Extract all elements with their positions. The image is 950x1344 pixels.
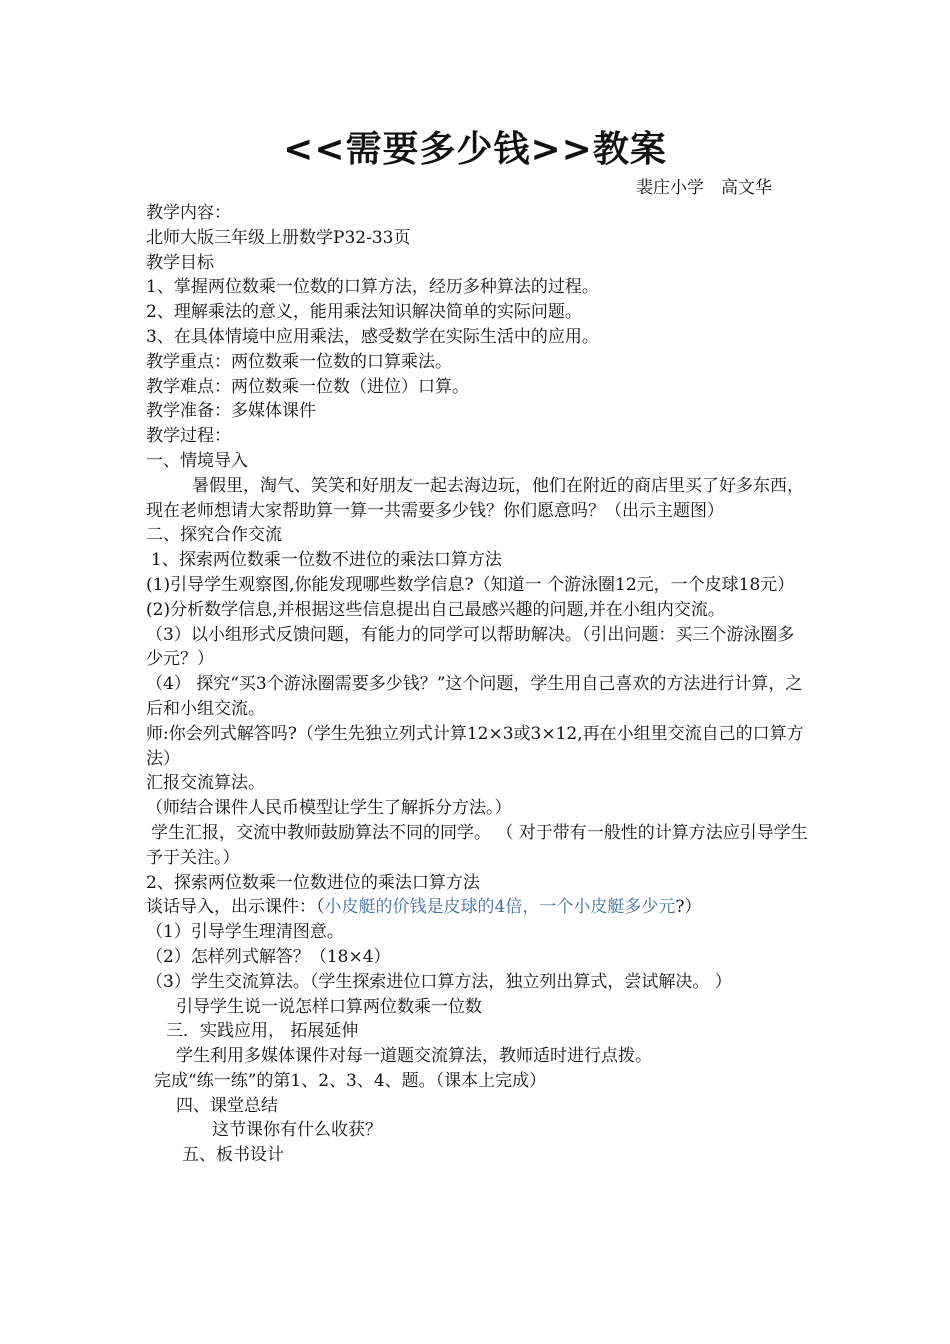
highlighted-question: 小皮艇的价钱是皮球的4倍，一个小皮艇多少元 bbox=[324, 897, 676, 918]
teacher-question: 师:你会列式解答吗?（学生先独立列式计算12×3或3×12,再在小组里交流自己的口算方法） bbox=[146, 723, 804, 769]
courseware-intro-end: ?） bbox=[675, 897, 702, 918]
report-line: 汇报交流算法。 bbox=[146, 773, 265, 794]
sub-step-3: （3）以小组形式反馈问题，有能力的同学可以帮助解决。（引出问题：买三个游泳圈多少元？） bbox=[146, 624, 795, 670]
lesson-plan-body bbox=[146, 201, 811, 1168]
section-heading-content: 教学内容： bbox=[146, 203, 231, 223]
goal-item-2: 2、理解乘法的意义，能用乘法知识解决简单的实际问题。 bbox=[146, 302, 582, 323]
sub-step-2: (2)分析数学信息,并根据这些信息提出自己最感兴趣的问题,并在小组内交流。 bbox=[146, 599, 725, 620]
goal-item-1: 1、掌握两位数乘一位数的口算方法，经历多种算法的过程。 bbox=[146, 277, 599, 298]
summary-question: 这节课你有什么收获？ bbox=[212, 1120, 382, 1141]
step-heading-4: 四、课堂总结 bbox=[176, 1095, 278, 1116]
difficult-point: 教学难点：两位数乘一位数（进位）口算。 bbox=[146, 376, 469, 397]
sub-step-1: (1)引导学生观察图,你能发现哪些数学信息?（知道一 个游泳圈12元，一个皮球18元） bbox=[146, 574, 795, 595]
step-heading-3: 三．实践应用， 拓展延伸 bbox=[166, 1021, 359, 1042]
carry-step-3: （3）学生交流算法。（学生探索进位口算方法，独立列出算式，尝试解决。 ） bbox=[146, 971, 732, 992]
document-title: <<需要多少钱>>教案 bbox=[283, 129, 667, 170]
goal-item-3: 3、在具体情境中应用乘法，感受数学在实际生活中的应用。 bbox=[146, 326, 599, 347]
scenario-paragraph: 暑假里，淘气、笑笑和好朋友一起去海边玩，他们在附近的商店里买了好多东西，现在老师想请大家帮助算一算一共需要多少钱？你们愿意吗？（出示主题图） bbox=[146, 475, 804, 521]
step-heading-5: 五、板书设计 bbox=[182, 1145, 284, 1166]
section-heading-process: 教学过程： bbox=[146, 426, 231, 447]
teacher-note: （师结合课件人民币模型让学生了解拆分方法。） bbox=[146, 798, 512, 819]
exercise-line: 完成“练一练”的第1、2、3、4、题。（课本上完成） bbox=[154, 1070, 547, 1091]
author-line: 裴庄小学 高文华 bbox=[636, 178, 772, 198]
carry-step-2: （2）怎样列式解答？（18×4） bbox=[146, 946, 391, 967]
practice-line: 学生利用多媒体课件对每一道题交流算法，教师适时进行点拨。 bbox=[176, 1046, 652, 1067]
step-heading-1: 一、情境导入 bbox=[146, 450, 248, 471]
sub-step-4: （4） 探究“买3个游泳圈需要多少钱？”这个问题，学生用自己喜欢的方法进行计算，之后和小组交流。 bbox=[146, 674, 803, 719]
courseware-intro bbox=[146, 895, 811, 920]
student-report: 学生汇报，交流中教师鼓励算法不同的同学。 （ 对于带有一般性的计算方法应引导学生予于关注。） bbox=[146, 822, 808, 868]
section-heading-goals: 教学目标 bbox=[146, 252, 214, 273]
key-point: 教学重点：两位数乘一位数的口算乘法。 bbox=[146, 351, 452, 372]
textbook-reference: 北师大版三年级上册数学P32-33页 bbox=[146, 227, 411, 248]
preparation: 教学准备：多媒体课件 bbox=[146, 401, 316, 422]
courseware-intro-text: 谈话导入，出示课件：（ bbox=[146, 897, 325, 918]
carry-step-1: （1）引导学生理清图意。 bbox=[146, 922, 344, 943]
guide-line: 引导学生说一说怎样口算两位数乘一位数 bbox=[176, 996, 482, 1017]
sub-heading-1: 1、探索两位数乘一位数不进位的乘法口算方法 bbox=[151, 550, 502, 571]
sub-heading-2: 2、探索两位数乘一位数进位的乘法口算方法 bbox=[146, 872, 480, 893]
step-heading-2: 二、探究合作交流 bbox=[146, 525, 282, 546]
